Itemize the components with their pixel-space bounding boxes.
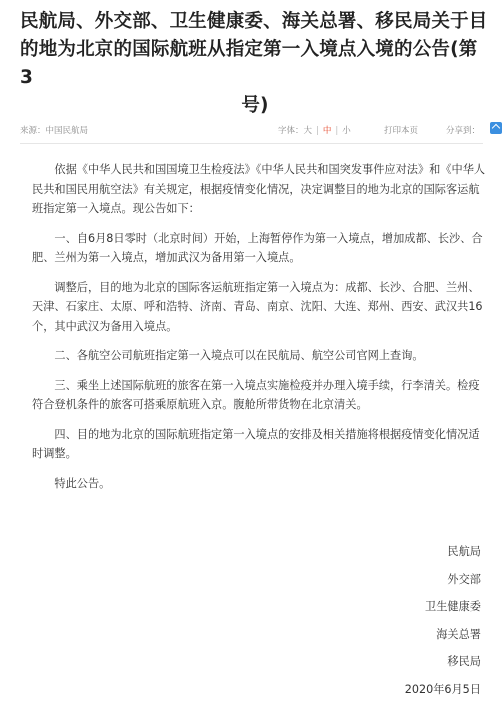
paragraph: 一、自6月8日零时（北京时间）开始，上海暂停作为第一入境点，增加成都、长沙、合肥、兰州为第一入境点，增加武汉为备用第一入境点。 bbox=[32, 229, 487, 268]
paragraph: 调整后，目的地为北京的国际客运航班指定第一入境点为：成都、长沙、合肥、兰州、天津、石家庄、太原、呼和浩特、济南、青岛、南京、沈阳、大连、郑州、西安、武汉共16个，其中武汉为备用入境点。 bbox=[32, 278, 487, 337]
article-body bbox=[32, 160, 487, 503]
signatory: 移民局 bbox=[405, 648, 481, 676]
paragraph: 特此公告。 bbox=[32, 474, 487, 494]
header-divider bbox=[20, 143, 483, 144]
paragraph: 三、乘坐上述国际航班的旅客在第一入境点实施检疫并办理入境手续，行李清关。检疫符合登机条件的旅客可搭乘原航班入京。腹舱所带货物在北京清关。 bbox=[32, 376, 487, 415]
divider-bar: | bbox=[316, 126, 319, 136]
signatory-block bbox=[405, 538, 481, 703]
paragraph: 二、各航空公司航班指定第一入境点可以在民航局、航空公司官网上查询。 bbox=[32, 346, 487, 366]
title-line-1: 民航局、外交部、卫生健康委、海关总署、移民局关于目 bbox=[20, 8, 490, 36]
share-label: 分享到： bbox=[446, 124, 480, 136]
divider-bar: | bbox=[335, 126, 338, 136]
print-page-link[interactable]: 打印本页 bbox=[384, 124, 418, 136]
publish-date: 2020年6月5日 bbox=[405, 676, 481, 703]
font-medium-option[interactable]: 中 bbox=[323, 126, 332, 136]
article-meta-bar bbox=[20, 122, 483, 140]
signatory: 民航局 bbox=[405, 538, 481, 566]
article-title bbox=[20, 8, 490, 120]
paragraph: 依据《中华人民共和国国境卫生检疫法》《中华人民共和国突发事件应对法》和《中华人民共和国民用航空法》有关规定，根据疫情变化情况，决定调整目的地为北京的国际客运航班指定第一入境点。现公告如下： bbox=[32, 160, 487, 219]
paragraph: 四、目的地为北京的国际航班指定第一入境点的安排及相关措施将根据疫情变化情况适时调整。 bbox=[32, 425, 487, 464]
font-size-switcher bbox=[278, 124, 351, 136]
title-line-2: 的地为北京的国际航班从指定第一入境点入境的公告(第3 bbox=[20, 36, 490, 92]
font-large-option[interactable]: 大 bbox=[304, 126, 313, 136]
signatory: 外交部 bbox=[405, 566, 481, 594]
signatory: 海关总署 bbox=[405, 621, 481, 649]
signatory: 卫生健康委 bbox=[405, 593, 481, 621]
title-line-3: 号) bbox=[20, 92, 490, 120]
font-size-label: 字体： bbox=[278, 126, 304, 136]
font-small-option[interactable]: 小 bbox=[342, 126, 351, 136]
share-icon[interactable] bbox=[490, 122, 502, 134]
source-label: 来源：中国民航局 bbox=[20, 124, 88, 136]
